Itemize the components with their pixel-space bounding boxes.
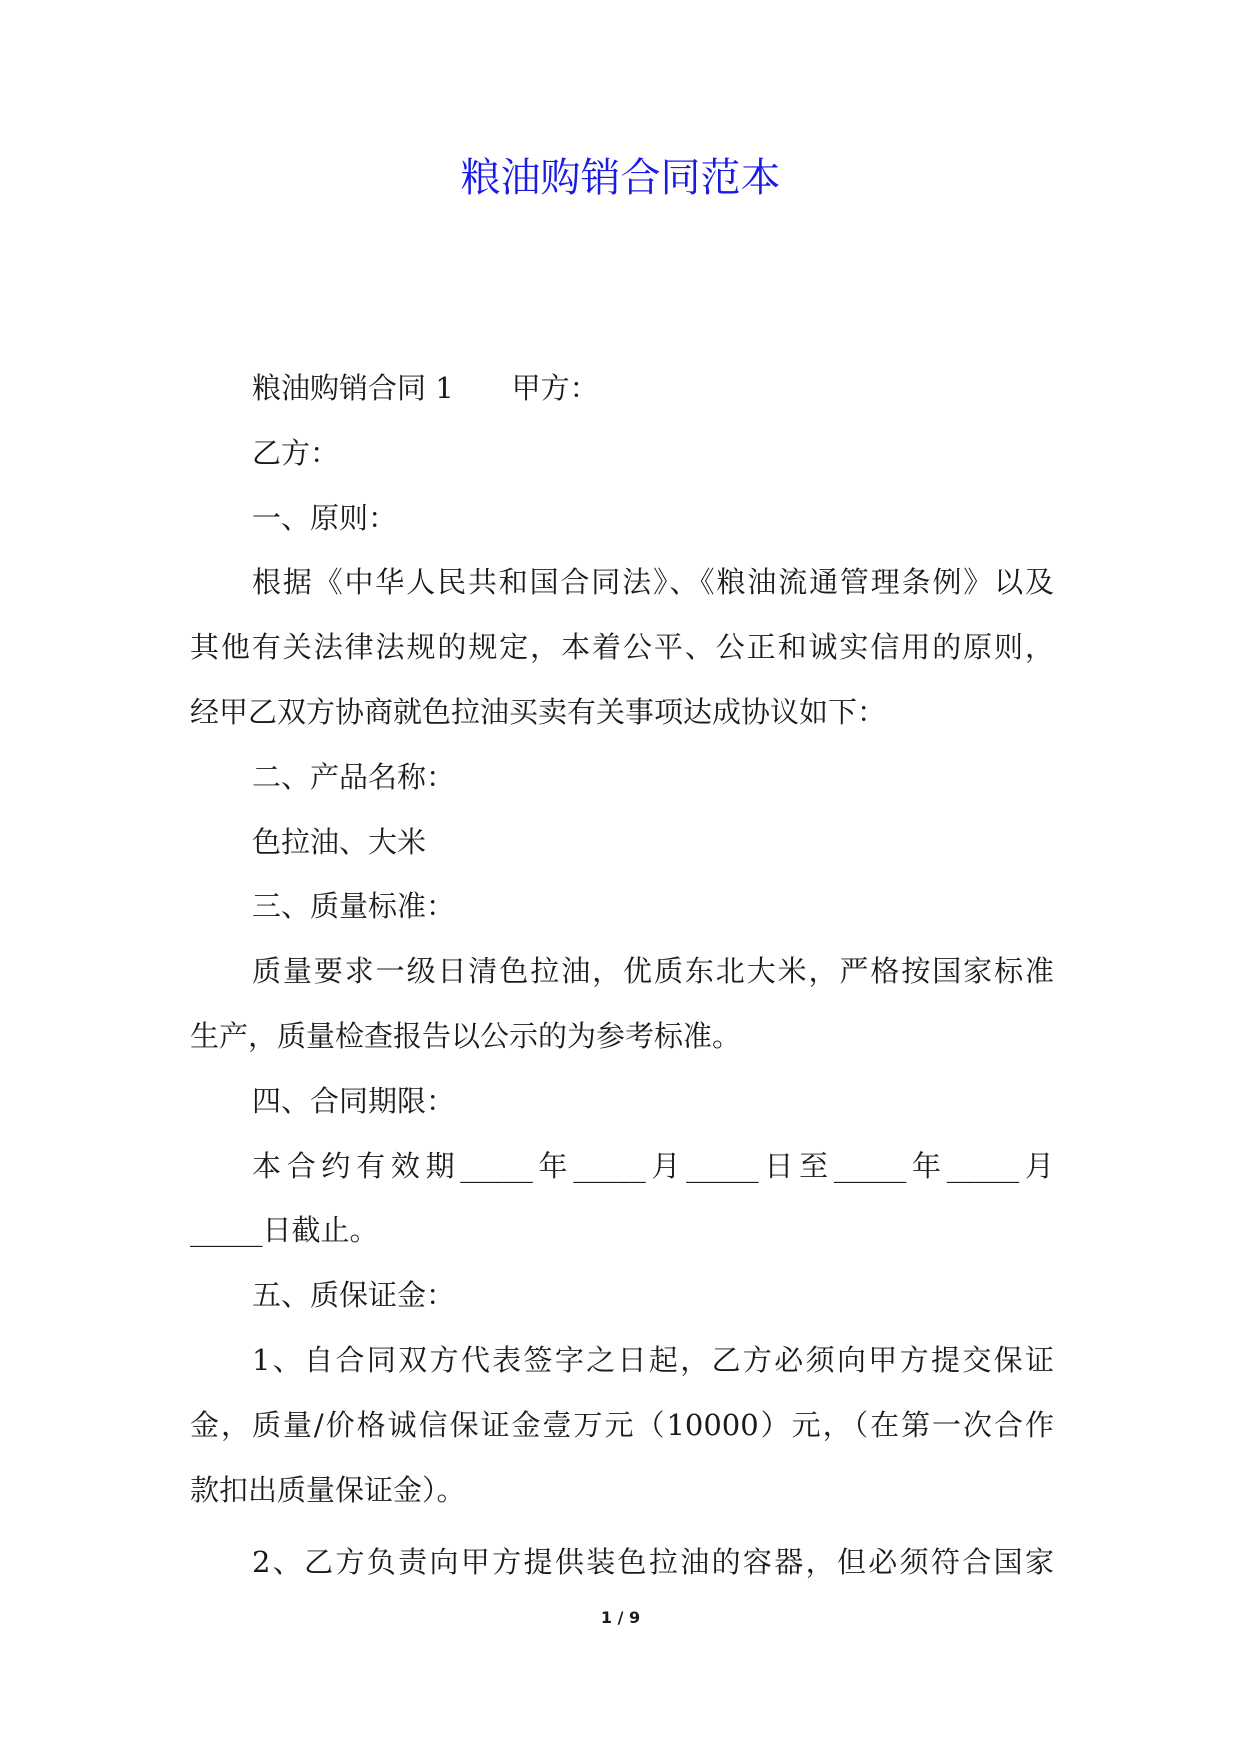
paragraph-line: 色拉油、大米 xyxy=(252,824,427,859)
paragraph-line: 根据《中华人民共和国合同法》、《粮油流通管理条例》以及 xyxy=(252,565,1054,600)
contract-heading-line xyxy=(190,356,1054,421)
contract-name: 粮油购销合同 1 xyxy=(252,371,454,405)
section-heading-product: 二、产品名称： xyxy=(252,759,456,794)
paragraph-line: _____日截止。 xyxy=(190,1213,379,1248)
paragraph-line: 金，质量/价格诚信保证金壹万元（10000）元，（在第一次合作 xyxy=(190,1407,1054,1442)
document-title: 粮油购销合同范本 xyxy=(460,155,781,201)
paragraph-line: 款扣出质量保证金）。 xyxy=(190,1472,466,1507)
paragraph-line: 1、自合同双方代表签字之日起，乙方必须向甲方提交保证 xyxy=(252,1342,1054,1377)
paragraph-line: 2、乙方负责向甲方提供装色拉油的容器，但必须符合国家 xyxy=(252,1545,1054,1580)
document-body xyxy=(190,356,1054,1595)
paragraph-line: 其他有关法律法规的规定，本着公平、公正和诚实信用的原则， xyxy=(190,630,1054,665)
paragraph-line: 本合约有效期_____年_____月_____日至_____年_____月 xyxy=(252,1148,1054,1183)
paragraph-line: 质量要求一级日清色拉油，优质东北大米，严格按国家标准 xyxy=(252,954,1054,989)
section-heading-deposit: 五、质保证金： xyxy=(252,1278,456,1313)
party-a-label: 甲方： xyxy=(511,371,599,405)
section-heading-term: 四、合同期限： xyxy=(252,1083,456,1118)
paragraph-line: 经甲乙双方协商就色拉油买卖有关事项达成协议如下： xyxy=(190,694,887,729)
page-number: 1 / 9 xyxy=(600,1608,641,1627)
party-b-label: 乙方： xyxy=(252,435,340,470)
section-heading-quality: 三、质量标准： xyxy=(252,889,456,924)
section-heading-principle: 一、原则： xyxy=(252,500,398,535)
paragraph-line: 生产，质量检查报告以公示的为参考标准。 xyxy=(190,1018,742,1053)
